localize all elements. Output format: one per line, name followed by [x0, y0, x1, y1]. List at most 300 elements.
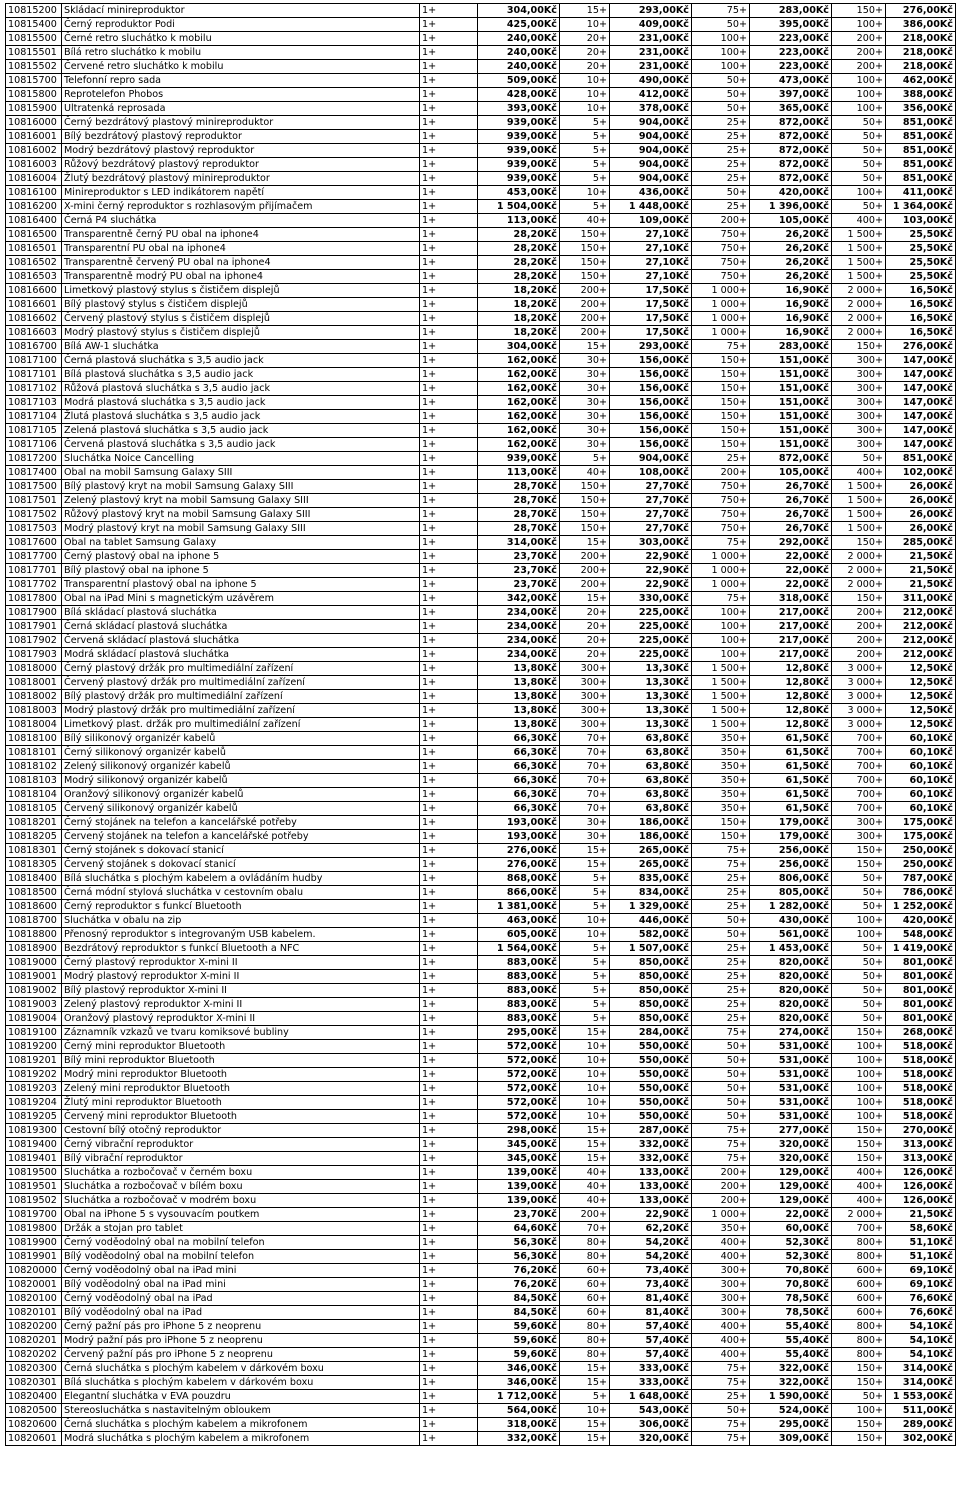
price-tier-1: 28,70Kč: [478, 508, 560, 522]
price-tier-1: 883,00Kč: [478, 970, 560, 984]
qty-tier-1: 1+: [420, 116, 478, 130]
qty-tier-2: 10+: [560, 1110, 610, 1124]
product-name: Růžový bezdrátový plastový reproduktor: [62, 158, 420, 172]
qty-tier-1: 1+: [420, 984, 478, 998]
qty-tier-4: 3 000+: [832, 704, 886, 718]
product-code: 10817104: [6, 410, 62, 424]
product-code: 10819202: [6, 1068, 62, 1082]
qty-tier-2: 150+: [560, 480, 610, 494]
qty-tier-2: 200+: [560, 1208, 610, 1222]
price-tier-2: 13,30Kč: [610, 704, 692, 718]
qty-tier-3: 75+: [692, 1362, 750, 1376]
product-code: 10820400: [6, 1390, 62, 1404]
qty-tier-1: 1+: [420, 494, 478, 508]
qty-tier-3: 400+: [692, 1334, 750, 1348]
qty-tier-3: 75+: [692, 1418, 750, 1432]
product-code: 10819201: [6, 1054, 62, 1068]
price-tier-3: 531,00Kč: [750, 1068, 832, 1082]
price-tier-1: 139,00Kč: [478, 1180, 560, 1194]
qty-tier-2: 5+: [560, 158, 610, 172]
qty-tier-4: 300+: [832, 354, 886, 368]
qty-tier-1: 1+: [420, 74, 478, 88]
price-tier-4: 76,60Kč: [886, 1306, 956, 1320]
price-tier-1: 23,70Kč: [478, 578, 560, 592]
qty-tier-3: 75+: [692, 1138, 750, 1152]
qty-tier-1: 1+: [420, 228, 478, 242]
qty-tier-2: 15+: [560, 1124, 610, 1138]
product-name: Žlutý bezdrátový plastový minireproduktor: [62, 172, 420, 186]
product-code: 10818102: [6, 760, 62, 774]
qty-tier-1: 1+: [420, 32, 478, 46]
qty-tier-1: 1+: [420, 1362, 478, 1376]
price-tier-3: 217,00Kč: [750, 634, 832, 648]
qty-tier-2: 20+: [560, 648, 610, 662]
price-tier-3: 283,00Kč: [750, 340, 832, 354]
price-tier-4: 518,00Kč: [886, 1054, 956, 1068]
qty-tier-3: 25+: [692, 1390, 750, 1404]
price-tier-3: 151,00Kč: [750, 410, 832, 424]
price-tier-2: 133,00Kč: [610, 1180, 692, 1194]
qty-tier-2: 5+: [560, 942, 610, 956]
price-tier-2: 330,00Kč: [610, 592, 692, 606]
product-code: 10819004: [6, 1012, 62, 1026]
product-name: Černá plastová sluchátka s 3,5 audio jack: [62, 354, 420, 368]
product-code: 10816200: [6, 200, 62, 214]
price-tier-2: 904,00Kč: [610, 172, 692, 186]
table-row: [6, 970, 956, 984]
qty-tier-4: 2 000+: [832, 326, 886, 340]
product-name: Červený plastový držák pro multimediální zařízení: [62, 676, 420, 690]
price-tier-1: 18,20Kč: [478, 326, 560, 340]
qty-tier-3: 300+: [692, 1264, 750, 1278]
product-name: Černý vibrační reproduktor: [62, 1138, 420, 1152]
price-tier-1: 425,00Kč: [478, 18, 560, 32]
price-tier-4: 801,00Kč: [886, 984, 956, 998]
qty-tier-4: 50+: [832, 158, 886, 172]
qty-tier-1: 1+: [420, 200, 478, 214]
price-tier-1: 509,00Kč: [478, 74, 560, 88]
price-tier-2: 156,00Kč: [610, 396, 692, 410]
price-tier-3: 26,70Kč: [750, 522, 832, 536]
product-code: 10820100: [6, 1292, 62, 1306]
product-name: Bílá sluchátka s plochým kabelem v dárkovém boxu: [62, 1376, 420, 1390]
table-row: [6, 1278, 956, 1292]
table-row: [6, 578, 956, 592]
product-name: Bílý voděodolný obal na iPad mini: [62, 1278, 420, 1292]
price-tier-1: 345,00Kč: [478, 1138, 560, 1152]
qty-tier-3: 75+: [692, 1026, 750, 1040]
price-tier-3: 151,00Kč: [750, 382, 832, 396]
qty-tier-3: 25+: [692, 942, 750, 956]
price-tier-2: 62,20Kč: [610, 1222, 692, 1236]
price-tier-2: 225,00Kč: [610, 620, 692, 634]
product-name: Transparentně červený PU obal na iphone4: [62, 256, 420, 270]
qty-tier-3: 50+: [692, 1054, 750, 1068]
product-name: Bílý bezdrátový plastový reproduktor: [62, 130, 420, 144]
qty-tier-4: 400+: [832, 214, 886, 228]
price-tier-4: 518,00Kč: [886, 1068, 956, 1082]
qty-tier-1: 1+: [420, 60, 478, 74]
price-tier-4: 218,00Kč: [886, 32, 956, 46]
qty-tier-3: 50+: [692, 928, 750, 942]
product-name: Bílý silikonový organizér kabelů: [62, 732, 420, 746]
product-name: Oranžový silikonový organizér kabelů: [62, 788, 420, 802]
qty-tier-2: 15+: [560, 858, 610, 872]
product-name: Bílý plastový držák pro multimediální zařízení: [62, 690, 420, 704]
price-tier-4: 147,00Kč: [886, 396, 956, 410]
product-name: Držák a stojan pro tablet: [62, 1222, 420, 1236]
price-tier-1: 1 381,00Kč: [478, 900, 560, 914]
price-tier-3: 129,00Kč: [750, 1180, 832, 1194]
price-tier-4: 851,00Kč: [886, 144, 956, 158]
product-code: 10819901: [6, 1250, 62, 1264]
product-code: 10816002: [6, 144, 62, 158]
qty-tier-4: 150+: [832, 1152, 886, 1166]
price-tier-3: 217,00Kč: [750, 648, 832, 662]
qty-tier-4: 3 000+: [832, 676, 886, 690]
price-tier-1: 139,00Kč: [478, 1166, 560, 1180]
qty-tier-2: 200+: [560, 550, 610, 564]
table-row: [6, 466, 956, 480]
price-tier-1: 66,30Kč: [478, 788, 560, 802]
price-tier-3: 52,30Kč: [750, 1236, 832, 1250]
qty-tier-4: 1 500+: [832, 270, 886, 284]
product-name: Červený plastový stylus s čističem displejů: [62, 312, 420, 326]
price-tier-2: 54,20Kč: [610, 1236, 692, 1250]
qty-tier-3: 200+: [692, 1180, 750, 1194]
qty-tier-2: 150+: [560, 270, 610, 284]
price-tier-2: 332,00Kč: [610, 1138, 692, 1152]
product-name: Zelený plastový reproduktor X-mini II: [62, 998, 420, 1012]
price-tier-1: 23,70Kč: [478, 550, 560, 564]
price-tier-4: 21,50Kč: [886, 550, 956, 564]
product-name: Cestovní bílý otočný reproduktor: [62, 1124, 420, 1138]
qty-tier-1: 1+: [420, 1404, 478, 1418]
price-tier-4: 250,00Kč: [886, 858, 956, 872]
price-tier-3: 872,00Kč: [750, 452, 832, 466]
price-tier-1: 28,20Kč: [478, 256, 560, 270]
price-tier-1: 56,30Kč: [478, 1250, 560, 1264]
product-code: 10820301: [6, 1376, 62, 1390]
price-tier-1: 868,00Kč: [478, 872, 560, 886]
product-name: Modrá skládací plastová sluchátka: [62, 648, 420, 662]
price-tier-2: 550,00Kč: [610, 1040, 692, 1054]
price-tier-1: 162,00Kč: [478, 410, 560, 424]
qty-tier-4: 600+: [832, 1278, 886, 1292]
qty-tier-2: 70+: [560, 746, 610, 760]
price-tier-1: 66,30Kč: [478, 732, 560, 746]
product-code: 10817101: [6, 368, 62, 382]
table-row: [6, 1334, 956, 1348]
price-tier-3: 61,50Kč: [750, 760, 832, 774]
price-tier-3: 26,20Kč: [750, 256, 832, 270]
price-tier-3: 151,00Kč: [750, 424, 832, 438]
product-name: Červený stojánek na telefon a kancelářské potřeby: [62, 830, 420, 844]
price-tier-4: 147,00Kč: [886, 410, 956, 424]
price-tier-2: 133,00Kč: [610, 1194, 692, 1208]
price-tier-4: 851,00Kč: [886, 116, 956, 130]
price-tier-1: 162,00Kč: [478, 368, 560, 382]
price-tier-2: 293,00Kč: [610, 340, 692, 354]
qty-tier-4: 150+: [832, 1418, 886, 1432]
qty-tier-2: 15+: [560, 1138, 610, 1152]
price-tier-1: 276,00Kč: [478, 844, 560, 858]
qty-tier-3: 200+: [692, 1166, 750, 1180]
product-code: 10818105: [6, 802, 62, 816]
table-row: [6, 1348, 956, 1362]
price-tier-1: 346,00Kč: [478, 1362, 560, 1376]
qty-tier-4: 50+: [832, 1012, 886, 1026]
price-tier-2: 186,00Kč: [610, 816, 692, 830]
qty-tier-4: 400+: [832, 1194, 886, 1208]
qty-tier-2: 200+: [560, 284, 610, 298]
table-row: [6, 620, 956, 634]
qty-tier-3: 75+: [692, 858, 750, 872]
product-code: 10819203: [6, 1082, 62, 1096]
price-tier-1: 572,00Kč: [478, 1082, 560, 1096]
table-row: [6, 1040, 956, 1054]
qty-tier-1: 1+: [420, 900, 478, 914]
qty-tier-3: 100+: [692, 620, 750, 634]
price-tier-4: 126,00Kč: [886, 1166, 956, 1180]
price-tier-3: 16,90Kč: [750, 326, 832, 340]
qty-tier-4: 600+: [832, 1306, 886, 1320]
product-code: 10819300: [6, 1124, 62, 1138]
price-tier-4: 212,00Kč: [886, 620, 956, 634]
price-tier-3: 309,00Kč: [750, 1432, 832, 1446]
qty-tier-4: 50+: [832, 200, 886, 214]
price-tier-2: 27,10Kč: [610, 228, 692, 242]
qty-tier-2: 200+: [560, 298, 610, 312]
price-tier-4: 801,00Kč: [886, 970, 956, 984]
product-code: 10818500: [6, 886, 62, 900]
qty-tier-2: 30+: [560, 816, 610, 830]
qty-tier-3: 25+: [692, 984, 750, 998]
price-tier-2: 378,00Kč: [610, 102, 692, 116]
price-tier-1: 572,00Kč: [478, 1068, 560, 1082]
price-tier-2: 57,40Kč: [610, 1348, 692, 1362]
price-tier-2: 231,00Kč: [610, 32, 692, 46]
qty-tier-3: 25+: [692, 998, 750, 1012]
table-row: [6, 1054, 956, 1068]
table-row: [6, 592, 956, 606]
table-row: [6, 760, 956, 774]
qty-tier-4: 100+: [832, 928, 886, 942]
qty-tier-2: 150+: [560, 228, 610, 242]
qty-tier-2: 5+: [560, 998, 610, 1012]
price-tier-2: 22,90Kč: [610, 564, 692, 578]
table-row: [6, 1152, 956, 1166]
price-tier-2: 1 648,00Kč: [610, 1390, 692, 1404]
qty-tier-4: 2 000+: [832, 550, 886, 564]
price-tier-4: 102,00Kč: [886, 466, 956, 480]
product-name: Sluchátka v obalu na zip: [62, 914, 420, 928]
price-tier-3: 52,30Kč: [750, 1250, 832, 1264]
qty-tier-2: 5+: [560, 1012, 610, 1026]
price-tier-3: 322,00Kč: [750, 1376, 832, 1390]
product-name: Červený pažní pás pro iPhone 5 z neoprenu: [62, 1348, 420, 1362]
price-tier-4: 518,00Kč: [886, 1110, 956, 1124]
table-row: [6, 858, 956, 872]
price-tier-1: 28,70Kč: [478, 522, 560, 536]
product-name: Bílý plastový reproduktor X-mini II: [62, 984, 420, 998]
price-tier-4: 1 553,00Kč: [886, 1390, 956, 1404]
product-code: 10816000: [6, 116, 62, 130]
qty-tier-3: 25+: [692, 1012, 750, 1026]
price-tier-4: 276,00Kč: [886, 4, 956, 18]
price-tier-1: 939,00Kč: [478, 172, 560, 186]
product-code: 10818301: [6, 844, 62, 858]
product-code: 10818700: [6, 914, 62, 928]
price-tier-3: 318,00Kč: [750, 592, 832, 606]
product-name: Přenosný reproduktor s integrovaným USB kabelem.: [62, 928, 420, 942]
qty-tier-3: 150+: [692, 396, 750, 410]
qty-tier-2: 30+: [560, 424, 610, 438]
product-code: 10820500: [6, 1404, 62, 1418]
price-tier-2: 22,90Kč: [610, 1208, 692, 1222]
product-name: Bílý plastový obal na iphone 5: [62, 564, 420, 578]
price-tier-1: 162,00Kč: [478, 424, 560, 438]
product-code: 10818103: [6, 774, 62, 788]
table-row: [6, 1096, 956, 1110]
product-code: 10817700: [6, 550, 62, 564]
price-tier-4: 147,00Kč: [886, 382, 956, 396]
price-tier-2: 904,00Kč: [610, 452, 692, 466]
qty-tier-4: 400+: [832, 1166, 886, 1180]
qty-tier-4: 100+: [832, 914, 886, 928]
price-tier-4: 801,00Kč: [886, 1012, 956, 1026]
price-tier-3: 22,00Kč: [750, 564, 832, 578]
qty-tier-2: 40+: [560, 1194, 610, 1208]
qty-tier-3: 50+: [692, 18, 750, 32]
price-tier-3: 531,00Kč: [750, 1054, 832, 1068]
price-tier-4: 69,10Kč: [886, 1264, 956, 1278]
product-code: 10819501: [6, 1180, 62, 1194]
table-row: [6, 928, 956, 942]
qty-tier-3: 150+: [692, 382, 750, 396]
qty-tier-3: 1 000+: [692, 312, 750, 326]
price-tier-4: 103,00Kč: [886, 214, 956, 228]
qty-tier-2: 20+: [560, 32, 610, 46]
price-tier-4: 21,50Kč: [886, 1208, 956, 1222]
price-tier-3: 430,00Kč: [750, 914, 832, 928]
price-tier-3: 55,40Kč: [750, 1320, 832, 1334]
qty-tier-3: 100+: [692, 634, 750, 648]
qty-tier-1: 1+: [420, 1040, 478, 1054]
table-row: [6, 802, 956, 816]
price-tier-1: 318,00Kč: [478, 1418, 560, 1432]
price-tier-3: 531,00Kč: [750, 1040, 832, 1054]
qty-tier-4: 100+: [832, 102, 886, 116]
product-name: Černý stojánek s dokovací stanicí: [62, 844, 420, 858]
price-tier-1: 59,60Kč: [478, 1348, 560, 1362]
price-tier-1: 939,00Kč: [478, 452, 560, 466]
price-tier-4: 786,00Kč: [886, 886, 956, 900]
price-tier-4: 276,00Kč: [886, 340, 956, 354]
product-name: Sluchátka Noice Cancelling: [62, 452, 420, 466]
price-tier-1: 234,00Kč: [478, 648, 560, 662]
table-row: [6, 1180, 956, 1194]
qty-tier-1: 1+: [420, 872, 478, 886]
qty-tier-4: 150+: [832, 4, 886, 18]
product-name: Limetkový plast. držák pro multimediální zařízení: [62, 718, 420, 732]
qty-tier-4: 300+: [832, 816, 886, 830]
table-row: [6, 872, 956, 886]
qty-tier-2: 200+: [560, 578, 610, 592]
qty-tier-3: 750+: [692, 270, 750, 284]
qty-tier-1: 1+: [420, 774, 478, 788]
price-tier-1: 572,00Kč: [478, 1096, 560, 1110]
table-row: [6, 1236, 956, 1250]
qty-tier-3: 75+: [692, 536, 750, 550]
product-code: 10816501: [6, 242, 62, 256]
product-name: Transparentně černý PU obal na iphone4: [62, 228, 420, 242]
qty-tier-2: 300+: [560, 676, 610, 690]
product-code: 10819000: [6, 956, 62, 970]
product-code: 10818001: [6, 676, 62, 690]
price-tier-4: 60,10Kč: [886, 760, 956, 774]
price-tier-3: 277,00Kč: [750, 1124, 832, 1138]
price-tier-2: 225,00Kč: [610, 606, 692, 620]
price-tier-1: 304,00Kč: [478, 4, 560, 18]
qty-tier-1: 1+: [420, 550, 478, 564]
product-name: Zelený mini reproduktor Bluetooth: [62, 1082, 420, 1096]
price-tier-2: 850,00Kč: [610, 998, 692, 1012]
qty-tier-4: 2 000+: [832, 298, 886, 312]
qty-tier-2: 5+: [560, 116, 610, 130]
qty-tier-2: 70+: [560, 788, 610, 802]
qty-tier-4: 700+: [832, 788, 886, 802]
product-code: 10818003: [6, 704, 62, 718]
price-tier-3: 179,00Kč: [750, 816, 832, 830]
price-tier-1: 162,00Kč: [478, 438, 560, 452]
price-tier-2: 63,80Kč: [610, 788, 692, 802]
qty-tier-4: 800+: [832, 1320, 886, 1334]
price-tier-3: 295,00Kč: [750, 1418, 832, 1432]
qty-tier-3: 25+: [692, 970, 750, 984]
qty-tier-3: 75+: [692, 340, 750, 354]
qty-tier-1: 1+: [420, 452, 478, 466]
price-tier-3: 151,00Kč: [750, 438, 832, 452]
qty-tier-4: 50+: [832, 900, 886, 914]
price-tier-2: 306,00Kč: [610, 1418, 692, 1432]
table-row: [6, 704, 956, 718]
qty-tier-2: 150+: [560, 508, 610, 522]
qty-tier-1: 1+: [420, 186, 478, 200]
price-tier-3: 561,00Kč: [750, 928, 832, 942]
price-tier-3: 1 396,00Kč: [750, 200, 832, 214]
qty-tier-3: 750+: [692, 508, 750, 522]
qty-tier-3: 25+: [692, 116, 750, 130]
price-tier-1: 18,20Kč: [478, 284, 560, 298]
table-row: [6, 1166, 956, 1180]
product-name: Červený mini reproduktor Bluetooth: [62, 1110, 420, 1124]
qty-tier-2: 10+: [560, 18, 610, 32]
price-tier-3: 70,80Kč: [750, 1264, 832, 1278]
qty-tier-4: 100+: [832, 1096, 886, 1110]
product-name: Bílý voděodolný obal na mobilní telefon: [62, 1250, 420, 1264]
product-code: 10820202: [6, 1348, 62, 1362]
qty-tier-3: 100+: [692, 60, 750, 74]
price-tier-4: 250,00Kč: [886, 844, 956, 858]
product-name: Žlutá plastová sluchátka s 3,5 audio jack: [62, 410, 420, 424]
price-tier-2: 225,00Kč: [610, 648, 692, 662]
price-tier-1: 939,00Kč: [478, 130, 560, 144]
qty-tier-3: 1 500+: [692, 704, 750, 718]
qty-tier-1: 1+: [420, 480, 478, 494]
qty-tier-3: 750+: [692, 522, 750, 536]
qty-tier-4: 50+: [832, 1390, 886, 1404]
